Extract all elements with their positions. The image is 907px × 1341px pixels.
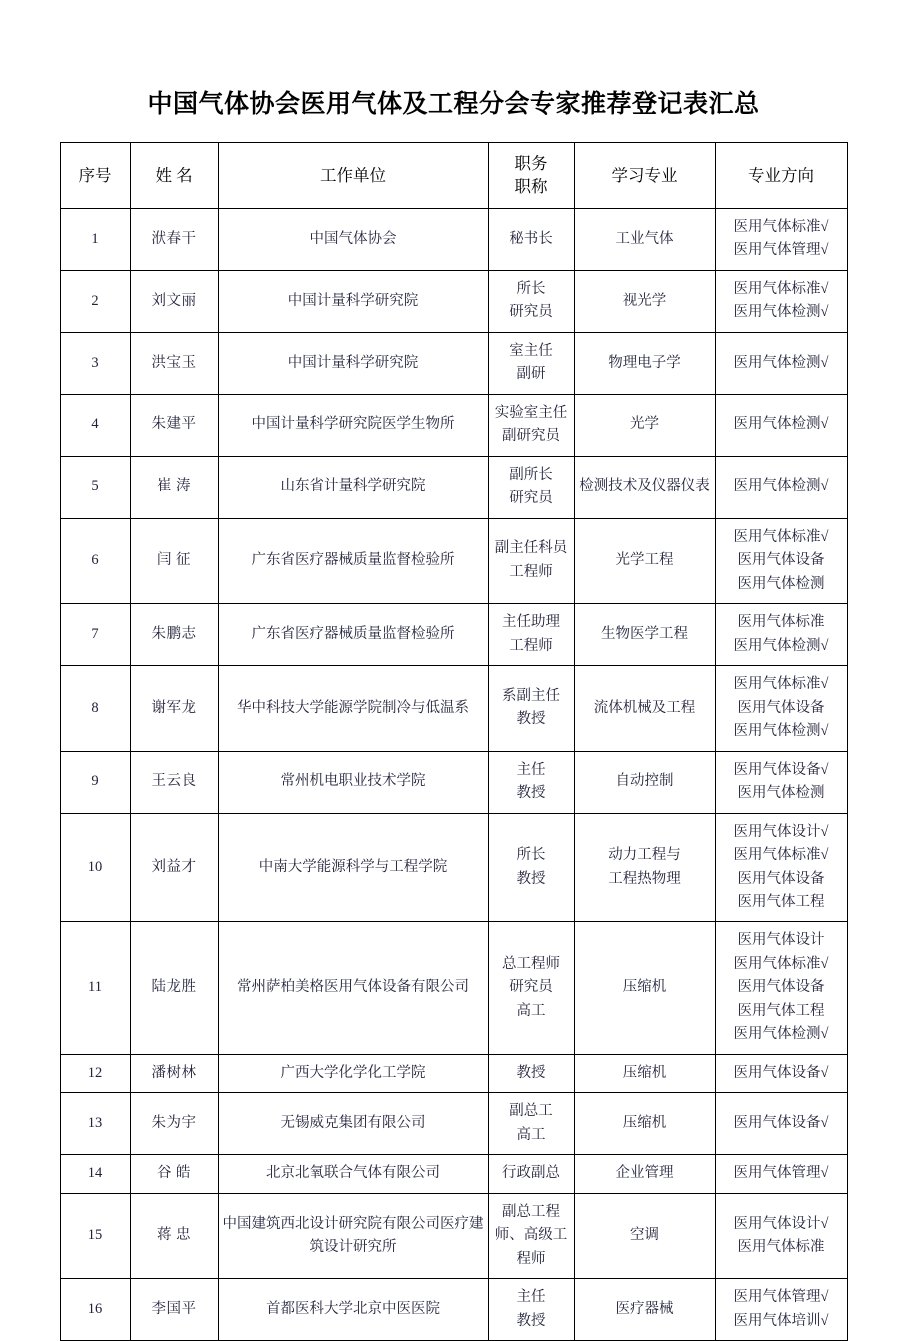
table-row [60, 1193, 847, 1278]
cell-expert-name: 洑春干 [130, 208, 218, 270]
professional-direction-line: 医用气体标准 [737, 614, 825, 631]
cell-position-title [488, 456, 574, 518]
professional-direction-line: 医用气体设备 [737, 870, 825, 887]
position-title-line: 研究员 [509, 490, 553, 507]
study-major-line: 企业管理 [615, 1165, 674, 1182]
work-unit-line: 华中科技大学能源学院制冷与低温系 [237, 699, 469, 716]
cell-work-unit [218, 1193, 488, 1278]
study-major-line: 生物医学工程 [601, 625, 688, 642]
cell-sequence-number: 1 [60, 208, 130, 270]
work-unit-line: 筑设计研究所 [309, 1239, 397, 1256]
position-title-line: 秘书长 [509, 230, 553, 247]
work-unit-line: 常州萨柏美格医用气体设备有限公司 [237, 979, 469, 996]
cell-study-major [574, 208, 715, 270]
cell-professional-direction [715, 208, 847, 270]
professional-direction-line: 医用气体检测√ [733, 637, 829, 654]
cell-position-title [488, 1054, 574, 1092]
study-major-line: 压缩机 [622, 979, 667, 996]
cell-professional-direction [715, 1193, 847, 1278]
professional-direction-line: 医用气体设备√ [733, 1064, 829, 1081]
page-title: 中国气体协会医用气体及工程分会专家推荐登记表汇总 [147, 91, 760, 118]
cell-work-unit [218, 604, 488, 666]
cell-study-major [574, 1193, 715, 1278]
position-title-line: 主任 [516, 1289, 546, 1306]
professional-direction-line: 医用气体设计√ [733, 823, 829, 840]
cell-professional-direction [715, 456, 847, 518]
cell-expert-name: 王云良 [130, 751, 218, 813]
cell-sequence-number: 16 [60, 1279, 130, 1341]
cell-study-major [574, 1093, 715, 1155]
professional-direction-line: 医用气体设备 [737, 979, 825, 996]
table-row [60, 813, 847, 922]
work-unit-line: 中国计量科学研究院医学生物所 [251, 416, 455, 433]
column-header-title-line1: 职务 [514, 154, 548, 173]
position-title-line: 高工 [516, 1126, 546, 1143]
professional-direction-line: 医用气体标准√ [733, 218, 829, 235]
cell-expert-name: 朱为宇 [130, 1093, 218, 1155]
cell-work-unit [218, 394, 488, 456]
cell-sequence-number: 4 [60, 394, 130, 456]
position-title-line: 副主任科员 [494, 540, 568, 557]
cell-study-major [574, 666, 715, 751]
position-title-line: 所长 [516, 280, 546, 297]
table-row [60, 518, 847, 603]
cell-professional-direction [715, 813, 847, 922]
cell-sequence-number: 3 [60, 332, 130, 394]
cell-work-unit [218, 270, 488, 332]
cell-sequence-number: 13 [60, 1093, 130, 1155]
cell-sequence-number: 15 [60, 1193, 130, 1278]
cell-study-major [574, 1054, 715, 1092]
professional-direction-line: 医用气体检测√ [733, 723, 829, 740]
table-row [60, 922, 847, 1054]
professional-direction-line: 医用气体标准√ [733, 528, 829, 545]
professional-direction-line: 医用气体工程 [737, 893, 825, 910]
cell-work-unit [218, 518, 488, 603]
cell-work-unit [218, 751, 488, 813]
cell-expert-name: 蒋 忠 [130, 1193, 218, 1278]
position-title-line: 副研究员 [502, 428, 560, 445]
study-major-line: 压缩机 [622, 1115, 667, 1132]
professional-direction-line: 医用气体管理√ [733, 1289, 829, 1306]
table-header [60, 143, 847, 209]
cell-position-title [488, 604, 574, 666]
cell-expert-name: 李国平 [130, 1279, 218, 1341]
cell-sequence-number: 10 [60, 813, 130, 922]
professional-direction-line: 医用气体设备 [737, 699, 825, 716]
cell-professional-direction [715, 666, 847, 751]
cell-work-unit [218, 456, 488, 518]
table-row [60, 456, 847, 518]
cell-position-title [488, 751, 574, 813]
cell-professional-direction [715, 270, 847, 332]
study-major-line: 空调 [630, 1227, 659, 1244]
cell-professional-direction [715, 1054, 847, 1092]
study-major-line: 流体机械及工程 [593, 699, 696, 716]
cell-expert-name: 刘文丽 [130, 270, 218, 332]
professional-direction-line: 医用气体检测√ [733, 354, 829, 371]
cell-study-major [574, 456, 715, 518]
work-unit-line: 山东省计量科学研究院 [280, 478, 426, 495]
professional-direction-line: 医用气体管理√ [733, 1165, 829, 1182]
cell-position-title [488, 518, 574, 603]
cell-professional-direction [715, 1155, 847, 1193]
position-title-line: 主任助理 [502, 614, 560, 631]
table-row [60, 1093, 847, 1155]
study-major-line: 工业气体 [615, 230, 674, 247]
position-title-line: 副研 [516, 366, 546, 383]
cell-work-unit [218, 1279, 488, 1341]
table-row [60, 604, 847, 666]
table-row [60, 1054, 847, 1092]
cell-work-unit [218, 813, 488, 922]
study-major-line: 光学工程 [615, 552, 674, 569]
study-major-line: 压缩机 [622, 1064, 667, 1081]
cell-study-major [574, 751, 715, 813]
cell-professional-direction [715, 922, 847, 1054]
table-row [60, 1155, 847, 1193]
cell-sequence-number: 2 [60, 270, 130, 332]
work-unit-line: 广西大学化学化工学院 [280, 1064, 426, 1081]
position-title-line: 行政副总 [502, 1165, 560, 1182]
cell-expert-name: 谷 皓 [130, 1155, 218, 1193]
cell-work-unit [218, 1093, 488, 1155]
position-title-line: 教授 [516, 785, 546, 802]
position-title-line: 主任 [516, 761, 546, 778]
study-major-line: 医疗器械 [615, 1301, 674, 1318]
cell-expert-name: 潘树林 [130, 1054, 218, 1092]
cell-sequence-number: 7 [60, 604, 130, 666]
cell-professional-direction [715, 1093, 847, 1155]
professional-direction-line: 医用气体工程 [737, 1002, 825, 1019]
study-major-line: 视光学 [622, 292, 667, 309]
professional-direction-line: 医用气体检测√ [733, 478, 829, 495]
column-header-title-line2: 职称 [514, 177, 548, 197]
cell-position-title [488, 208, 574, 270]
cell-study-major [574, 922, 715, 1054]
position-title-line: 教授 [516, 1064, 546, 1081]
professional-direction-line: 医用气体检测√ [733, 304, 829, 321]
cell-professional-direction [715, 751, 847, 813]
cell-position-title [488, 270, 574, 332]
cell-position-title [488, 922, 574, 1054]
position-title-line: 教授 [516, 711, 546, 728]
table-row [60, 1279, 847, 1341]
study-major-line: 自动控制 [615, 773, 674, 790]
cell-position-title [488, 1279, 574, 1341]
table-body [60, 208, 847, 1340]
work-unit-line: 广东省医疗器械质量监督检验所 [251, 625, 455, 642]
study-major-line: 工程热物理 [608, 870, 681, 887]
cell-sequence-number: 6 [60, 518, 130, 603]
study-major-line: 光学 [630, 416, 659, 433]
position-title-line: 工程师 [509, 563, 553, 580]
cell-sequence-number: 8 [60, 666, 130, 751]
professional-direction-line: 医用气体标准√ [733, 676, 829, 693]
cell-position-title [488, 1155, 574, 1193]
professional-direction-line: 医用气体检测√ [733, 1026, 829, 1043]
work-unit-line: 中国气体协会 [309, 230, 397, 247]
cell-expert-name: 朱鹏志 [130, 604, 218, 666]
table-row [60, 751, 847, 813]
cell-sequence-number: 12 [60, 1054, 130, 1092]
work-unit-line: 北京北氧联合气体有限公司 [266, 1165, 440, 1182]
cell-position-title [488, 813, 574, 922]
position-title-line: 工程师 [509, 637, 553, 654]
cell-study-major [574, 332, 715, 394]
table-row [60, 394, 847, 456]
table-row [60, 208, 847, 270]
position-title-line: 室主任 [509, 342, 553, 359]
cell-study-major [574, 518, 715, 603]
cell-expert-name: 陆龙胜 [130, 922, 218, 1054]
professional-direction-line: 医用气体设备√ [733, 761, 829, 778]
cell-study-major [574, 1155, 715, 1193]
table-row [60, 332, 847, 394]
cell-sequence-number: 11 [60, 922, 130, 1054]
column-header-org: 工作单位 [218, 143, 488, 209]
cell-study-major [574, 394, 715, 456]
professional-direction-line: 医用气体设计√ [733, 1215, 829, 1232]
cell-sequence-number: 14 [60, 1155, 130, 1193]
work-unit-line: 中国计量科学研究院 [287, 354, 419, 371]
professional-direction-line: 医用气体检测 [737, 575, 825, 592]
column-header-major: 学习专业 [574, 143, 715, 209]
cell-position-title [488, 1193, 574, 1278]
position-title-line: 实验室主任 [494, 404, 568, 421]
professional-direction-line: 医用气体设备√ [733, 1115, 829, 1132]
study-major-line: 动力工程与 [608, 847, 681, 864]
table-header-row [60, 143, 847, 209]
position-title-line: 所长 [516, 847, 546, 864]
professional-direction-line: 医用气体设备 [737, 552, 825, 569]
professional-direction-line: 医用气体标准√ [733, 280, 829, 297]
work-unit-line: 常州机电职业技术学院 [280, 773, 426, 790]
work-unit-line: 广东省医疗器械质量监督检验所 [251, 552, 455, 569]
position-title-line: 教授 [516, 870, 546, 887]
cell-professional-direction [715, 394, 847, 456]
cell-work-unit [218, 332, 488, 394]
position-title-line: 副总工 [509, 1103, 553, 1120]
table-row [60, 666, 847, 751]
professional-direction-line: 医用气体检测√ [733, 416, 829, 433]
cell-expert-name: 谢军龙 [130, 666, 218, 751]
professional-direction-line: 医用气体标准√ [733, 847, 829, 864]
professional-direction-line: 医用气体检测 [737, 785, 825, 802]
cell-professional-direction [715, 604, 847, 666]
work-unit-line: 首都医科大学北京中医医院 [266, 1301, 440, 1318]
position-title-line: 师、高级工 [494, 1227, 568, 1244]
cell-work-unit [218, 922, 488, 1054]
cell-position-title [488, 332, 574, 394]
professional-direction-line: 医用气体培训√ [733, 1312, 829, 1329]
study-major-line: 检测技术及仪器仪表 [579, 478, 710, 495]
table-row [60, 270, 847, 332]
cell-sequence-number: 9 [60, 751, 130, 813]
position-title-line: 教授 [516, 1312, 546, 1329]
cell-position-title [488, 394, 574, 456]
expert-registration-table [60, 142, 848, 1341]
cell-expert-name: 闫 征 [130, 518, 218, 603]
column-header-direction: 专业方向 [715, 143, 847, 209]
column-header-name: 姓 名 [130, 143, 218, 209]
cell-sequence-number: 5 [60, 456, 130, 518]
professional-direction-line: 医用气体标准 [737, 1239, 825, 1256]
professional-direction-line: 医用气体标准√ [733, 955, 829, 972]
cell-work-unit [218, 1155, 488, 1193]
study-major-line: 物理电子学 [608, 354, 681, 371]
cell-expert-name: 洪宝玉 [130, 332, 218, 394]
professional-direction-line: 医用气体管理√ [733, 242, 829, 259]
cell-professional-direction [715, 332, 847, 394]
cell-position-title [488, 1093, 574, 1155]
position-title-line: 研究员 [509, 979, 553, 996]
position-title-line: 程师 [516, 1250, 546, 1267]
column-header-seq: 序号 [60, 143, 130, 209]
work-unit-line: 中南大学能源科学与工程学院 [258, 858, 448, 875]
work-unit-line: 无锡威克集团有限公司 [280, 1115, 426, 1132]
position-title-line: 系副主任 [502, 687, 560, 704]
cell-expert-name: 刘益才 [130, 813, 218, 922]
position-title-line: 副总工程 [502, 1203, 560, 1220]
cell-position-title [488, 666, 574, 751]
professional-direction-line: 医用气体设计 [737, 932, 825, 949]
cell-study-major [574, 270, 715, 332]
cell-work-unit [218, 1054, 488, 1092]
position-title-line: 副所长 [509, 466, 553, 483]
cell-study-major [574, 1279, 715, 1341]
cell-professional-direction [715, 1279, 847, 1341]
work-unit-line: 中国建筑西北设计研究院有限公司医疗建 [222, 1215, 484, 1232]
work-unit-line: 中国计量科学研究院 [287, 292, 419, 309]
cell-professional-direction [715, 518, 847, 603]
position-title-line: 高工 [516, 1002, 546, 1019]
cell-expert-name: 朱建平 [130, 394, 218, 456]
position-title-line: 总工程师 [502, 955, 560, 972]
cell-work-unit [218, 208, 488, 270]
position-title-line: 研究员 [509, 304, 553, 321]
cell-study-major [574, 604, 715, 666]
cell-expert-name: 崔 涛 [130, 456, 218, 518]
cell-study-major [574, 813, 715, 922]
cell-work-unit [218, 666, 488, 751]
column-header-title [488, 143, 574, 209]
